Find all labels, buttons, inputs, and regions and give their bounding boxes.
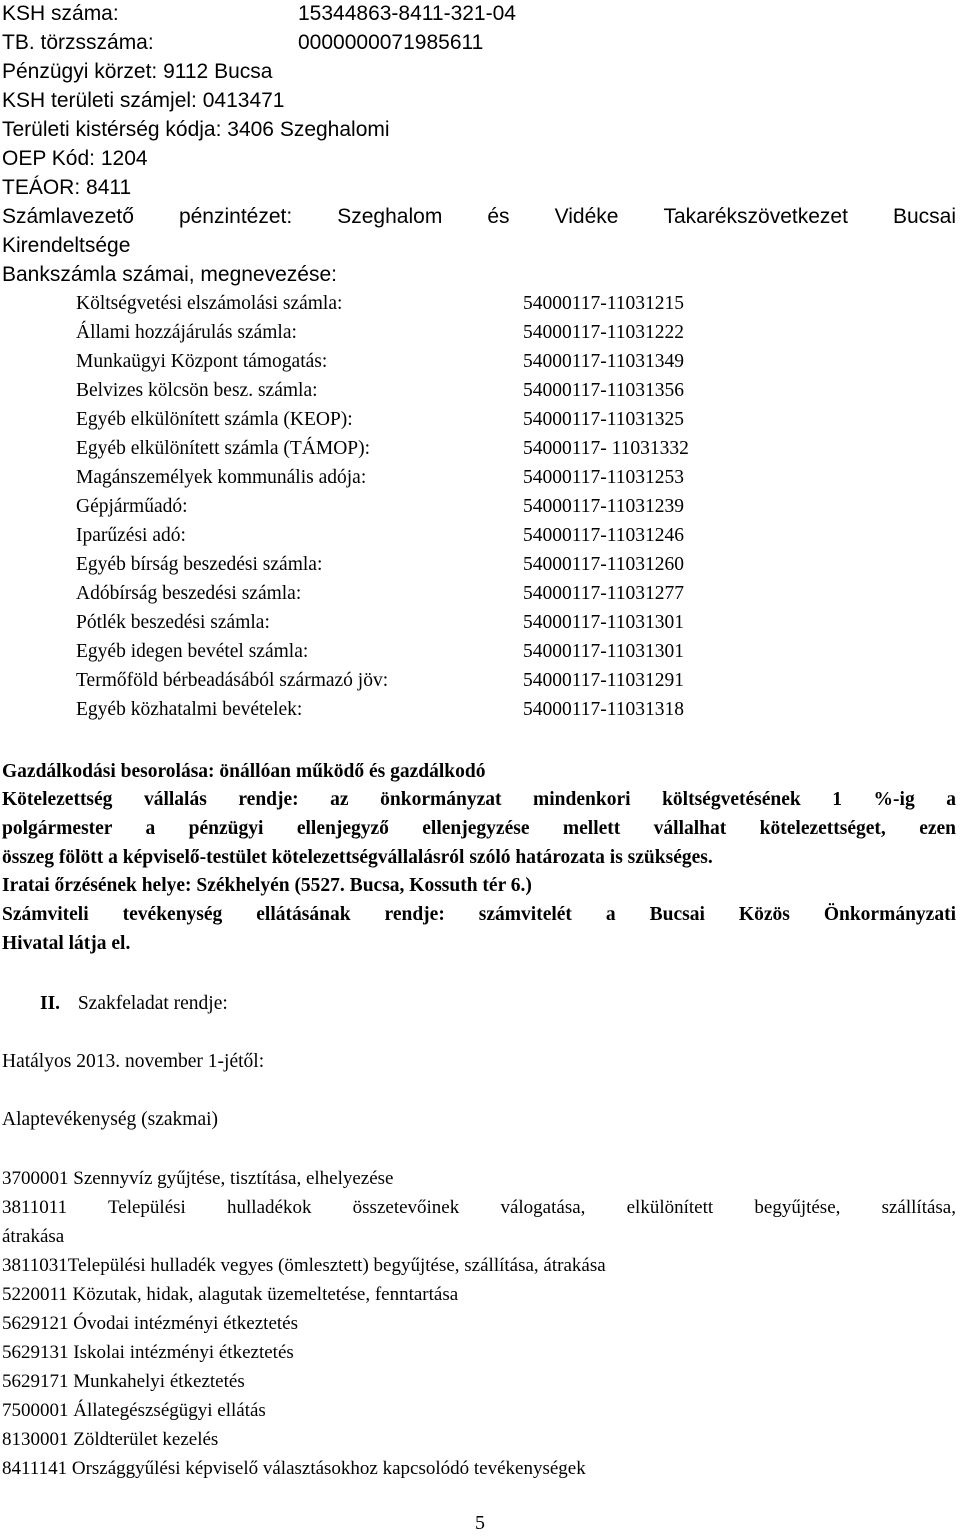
activity-text: Munkahelyi étkeztetés — [73, 1371, 245, 1392]
account-bank-word: Vidéke — [554, 205, 619, 228]
activity-row — [2, 1367, 245, 1396]
account-bank-word: és — [487, 205, 510, 228]
bank-account-name: Belvizes kölcsön besz. számla: — [76, 380, 318, 401]
bank-account-name: Pótlék beszedési számla: — [76, 612, 270, 633]
activity-row — [2, 1251, 606, 1280]
tb-number-row — [2, 29, 483, 57]
bank-account-row — [76, 377, 684, 405]
oep-code: OEP Kód: 1204 — [2, 147, 148, 170]
bank-account-number: 54000117-11031356 — [523, 380, 685, 401]
activity-code: 5220011 — [2, 1284, 68, 1305]
activity-text: Zöldterület kezelés — [73, 1429, 219, 1450]
bank-account-row — [76, 493, 684, 521]
section-heading — [40, 990, 228, 1018]
bank-account-name: Iparűzési adó: — [76, 525, 186, 546]
page-number: 5 — [475, 1512, 485, 1534]
activity-text: Óvodai intézményi étkeztetés — [73, 1313, 298, 1334]
activity-text: Iskolai intézményi étkeztetés — [73, 1342, 294, 1363]
bank-account-row — [76, 551, 684, 579]
bank-account-number: 54000117-11031239 — [523, 496, 685, 517]
account-bank-word: Bucsai — [892, 205, 956, 228]
section-title: Szakfeladat rendje: — [77, 993, 228, 1014]
bank-account-number: 54000117-11031222 — [523, 322, 685, 343]
account-bank-row — [2, 203, 956, 231]
activity-row — [2, 1454, 586, 1483]
bank-account-row — [76, 522, 684, 550]
activity-text: Települési hulladék vegyes (ömlesztett) begyűjtése, szállítása, átrakása — [67, 1255, 606, 1276]
subregion-code: Területi kistérség kódja: 3406 Szeghalomi — [2, 118, 390, 141]
activity-row — [2, 1425, 218, 1454]
bank-account-row — [76, 638, 684, 666]
activity-code: 5629131 — [2, 1342, 69, 1363]
effective-date: Hatályos 2013. november 1-jétől: — [2, 1051, 265, 1072]
bank-account-number: 54000117-11031301 — [523, 612, 685, 633]
account-bank-word: Takarékszövetkezet — [663, 205, 848, 228]
bank-account-row — [76, 319, 684, 347]
bank-account-number: 54000117- 11031332 — [523, 438, 689, 459]
activity-row — [2, 1193, 956, 1222]
bank-account-name: Gépjárműadó: — [76, 496, 188, 517]
bank-account-number: 54000117-11031325 — [523, 409, 685, 430]
account-bank-word: Szeghalom — [337, 205, 443, 228]
section-number: II. — [40, 993, 61, 1014]
activity-code: 3811031 — [2, 1255, 68, 1276]
tb-number-value: 0000000071985611 — [298, 31, 484, 54]
bank-account-number: 54000117-11031301 — [523, 641, 685, 662]
activity-code: 5629171 — [2, 1371, 69, 1392]
bank-account-name: Állami hozzájárulás számla: — [76, 322, 297, 343]
ksh-territorial-code: KSH területi számjel: 0413471 — [2, 89, 285, 112]
activity-code: 7500001 — [2, 1400, 69, 1421]
bank-account-name: Egyéb idegen bevétel számla: — [76, 641, 309, 662]
bank-account-row — [76, 406, 684, 434]
activity-text: Szennyvíz gyűjtése, tisztítása, elhelyezése — [73, 1168, 394, 1189]
bank-account-number: 54000117-11031318 — [523, 699, 685, 720]
bank-account-name: Egyéb elkülönített számla (TÁMOP): — [76, 438, 371, 459]
bank-account-name: Egyéb közhatalmi bevételek: — [76, 699, 303, 720]
activity-text: Országgyűlési képviselő választásokhoz kapcsolódó tevékenységek — [71, 1458, 586, 1479]
bank-account-row — [76, 580, 684, 608]
records-location: Iratai őrzésének helye: Székhelyén (5527. Bucsa, Kossuth tér 6.) — [2, 875, 532, 896]
bank-account-row — [76, 609, 684, 637]
account-bank-word: pénzintézet: — [178, 205, 293, 228]
bank-account-number: 54000117-11031215 — [523, 293, 685, 314]
activity-code: 3700001 — [2, 1168, 69, 1189]
activity-text-continuation: átrakása — [2, 1226, 65, 1247]
activity-row — [2, 1396, 266, 1425]
commitment-line-2: polgármester a pénzügyi ellenjegyző ellenjegyzése mellett vállalhat kötelezettséget, ezen — [2, 818, 956, 839]
bank-account-number: 54000117-11031246 — [523, 525, 685, 546]
account-bank-word: Számlavezető — [2, 205, 134, 228]
bank-account-row — [76, 435, 689, 463]
bank-accounts-title: Bankszámla számai, megnevezése: — [2, 263, 337, 286]
tb-number-label: TB. törzsszáma: — [2, 31, 154, 54]
activity-text: Közutak, hidak, alagutak üzemeltetése, fenntartása — [72, 1284, 459, 1305]
bank-account-name: Munkaügyi Központ támogatás: — [76, 351, 328, 372]
activity-text: Települési hulladékok összetevőinek válogatása, elkülönített begyűjtése, szállítása, — [107, 1197, 956, 1218]
bank-account-row — [76, 667, 684, 695]
activity-code: 5629121 — [2, 1313, 69, 1334]
ksh-number-row — [2, 0, 516, 28]
financial-district: Pénzügyi körzet: 9112 Bucsa — [2, 60, 273, 83]
commitment-line-3: összeg fölött a képviselő-testület kötelezettségvállalásról szóló határozata is szükséges. — [2, 847, 713, 868]
bank-account-row — [76, 348, 684, 376]
activity-text: Állategészségügyi ellátás — [73, 1400, 266, 1421]
commitment-line-1: Kötelezettség vállalás rendje: az önkormányzat mindenkori költségvetésének 1 %-ig a — [2, 789, 956, 810]
core-activity-heading: Alaptevékenység (szakmai) — [2, 1109, 219, 1130]
activity-row — [2, 1309, 298, 1338]
management-classification: Gazdálkodási besorolása: önállóan működő és gazdálkodó — [2, 761, 486, 782]
teaor-code: TEÁOR: 8411 — [2, 176, 132, 199]
bank-account-row — [76, 290, 684, 318]
bank-account-number: 54000117-11031349 — [523, 351, 685, 372]
bank-account-name: Egyéb elkülönített számla (KEOP): — [76, 409, 353, 430]
ksh-number-value: 15344863-8411-321-04 — [298, 2, 516, 25]
bank-account-row — [76, 464, 684, 492]
bank-account-number: 54000117-11031260 — [523, 554, 685, 575]
bank-account-name: Termőföld bérbeadásából származó jöv: — [76, 670, 389, 691]
activity-row — [2, 1164, 394, 1193]
bank-account-name: Egyéb bírság beszedési számla: — [76, 554, 323, 575]
activity-code: 8411141 — [2, 1458, 68, 1479]
bank-account-name: Magánszemélyek kommunális adója: — [76, 467, 367, 488]
bank-account-number: 54000117-11031253 — [523, 467, 685, 488]
account-bank-continuation: Kirendeltsége — [2, 234, 131, 257]
ksh-number-label: KSH száma: — [2, 2, 119, 25]
activity-row — [2, 1338, 294, 1367]
bank-account-number: 54000117-11031291 — [523, 670, 685, 691]
activity-code: 3811011 — [2, 1197, 68, 1218]
bank-account-name: Adóbírság beszedési számla: — [76, 583, 302, 604]
activity-row — [2, 1280, 458, 1309]
accounting-line-1: Számviteli tevékenység ellátásának rendje: számvitelét a Bucsai Közös Önkormányzati — [2, 904, 956, 925]
bank-account-number: 54000117-11031277 — [523, 583, 685, 604]
accounting-line-2: Hivatal látja el. — [2, 933, 131, 954]
bank-account-row — [76, 696, 684, 724]
activity-code: 8130001 — [2, 1429, 69, 1450]
bank-account-name: Költségvetési elszámolási számla: — [76, 293, 343, 314]
